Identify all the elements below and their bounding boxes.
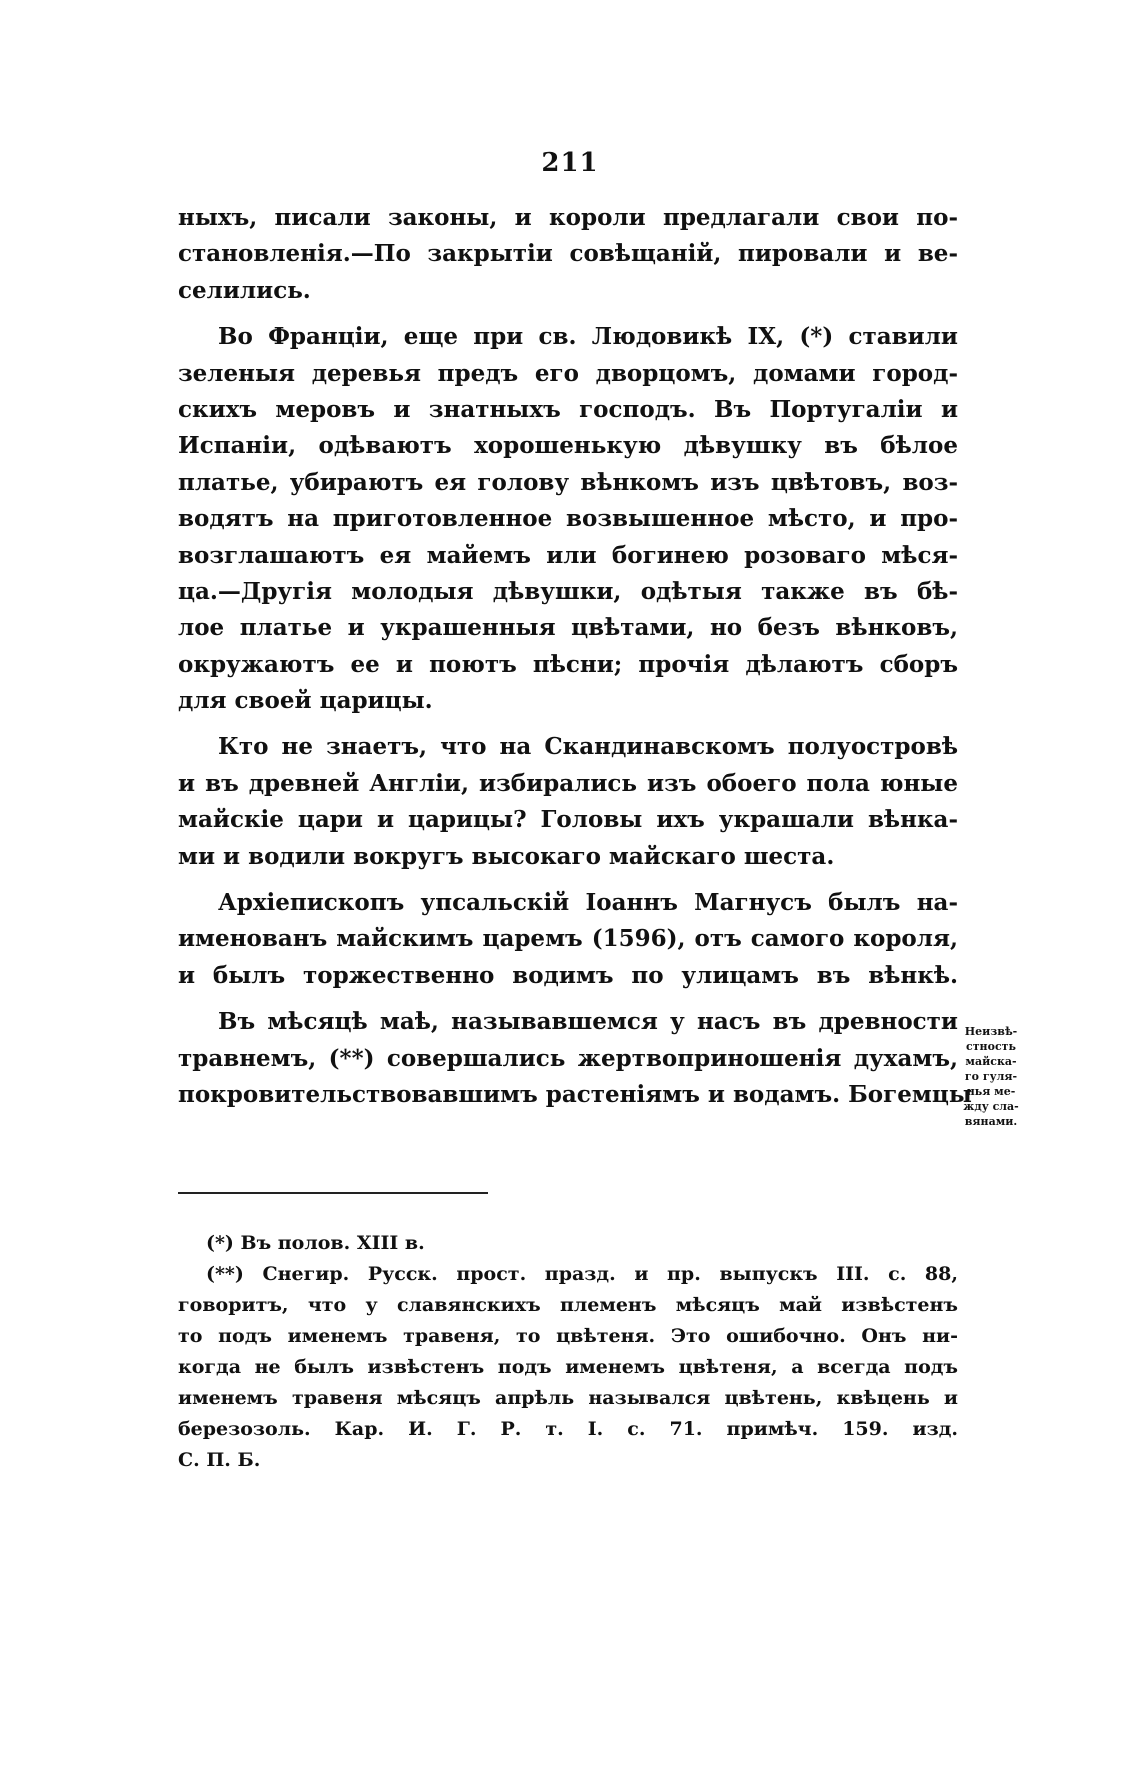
marginal-note-line: вянами. [964,1115,1018,1128]
text-line: майскіе цари и царицы? Головы ихъ украшали вѣнка- [178,806,958,834]
text-line: и былъ торжественно водимъ по улицамъ въ вѣнкѣ. [178,961,958,989]
text-line: Во Франціи, еще при св. Людовикѣ IX, (*) ставили [218,323,958,351]
marginal-note [958,1024,1024,1129]
text-line: Архіепископъ упсальскій Іоаннъ Магнусъ былъ на- [218,889,958,917]
page-number: 211 [541,148,599,178]
footnote-line: говоритъ, что у славянскихъ племенъ мѣсяцъ май извѣстенъ [178,1294,958,1316]
marginal-note-line: стность [966,1040,1016,1053]
marginal-note-line: нья ме- [966,1085,1016,1098]
footnote-divider [178,1192,488,1194]
text-line: скихъ меровъ и знатныхъ господъ. Въ Португаліи и [178,395,958,423]
paragraph-4 [178,885,958,994]
text-line: и въ древней Англіи, избирались изъ обоего пола юные [178,769,958,797]
footnote-line: (*) Въ полов. XIII в. [206,1232,425,1254]
text-line: платье, убираютъ ея голову вѣнкомъ изъ цвѣтовъ, воз- [178,468,958,496]
text-line: Испаніи, одѣваютъ хорошенькую дѣвушку въ бѣлое [178,432,958,460]
text-line: водятъ на приготовленное возвышенное мѣсто, и про- [178,505,958,533]
footnote-line: С. П. Б. [178,1449,261,1471]
footnote-line: (**) Снегир. Русск. прост. празд. и пр. выпускъ III. с. 88, [206,1263,958,1285]
text-line: ми и водили вокругъ высокаго майскаго шеста. [178,842,835,870]
footnote-line: березозоль. Кар. И. Г. Р. т. I. с. 71. примѣч. 159. изд. [178,1418,958,1440]
text-line: травнемъ, (**) совершались жертвоприношенія духамъ, [178,1044,958,1072]
marginal-note-line: Неизвѣ- [964,1025,1018,1038]
footnote-2 [178,1259,958,1476]
text-line: возглашаютъ ея майемъ или богинею розоваго мѣся- [178,541,958,569]
text-line: покровительствовавшимъ растеніямъ и водамъ. Богемцы [178,1080,972,1108]
marginal-note-line: го гуля- [964,1070,1018,1083]
footnote-1 [178,1228,958,1259]
paragraph-2 [178,319,958,719]
text-line: для своей царицы. [178,687,433,715]
text-line: именованъ майскимъ царемъ (1596), отъ самого короля, [178,925,958,953]
text-line: Въ мѣсяцѣ маѣ, называвшемся у насъ въ древности [218,1008,958,1036]
text-line: ныхъ, писали законы, и короли предлагали свои по- [178,204,958,231]
marginal-note-line: майска- [965,1055,1017,1068]
marginal-note-line: жду сла- [963,1100,1019,1113]
text-line: ца.—Другія молодыя дѣвушки, одѣтыя также въ бѣ- [178,577,958,605]
text-line: селились. [178,276,311,304]
paragraph-1 [178,200,958,309]
text-line: окружаютъ ее и поютъ пѣсни; прочія дѣлаютъ сборъ [178,650,958,678]
footnote-line: когда не былъ извѣстенъ подъ именемъ цвѣтеня, а всегда подъ [178,1356,958,1378]
paragraph-5 [178,1004,972,1113]
text-line: Кто не знаетъ, что на Скандинавскомъ полуостровѣ [218,733,958,761]
text-line: становленія.—По закрытіи совѣщаній, пировали и ве- [178,240,958,268]
footnote-line: то подъ именемъ травеня, то цвѣтеня. Это ошибочно. Онъ ни- [178,1325,958,1347]
main-text [178,200,972,1123]
footnote-line: именемъ травеня мѣсяцъ апрѣль назывался цвѣтень, квѣцень и [178,1387,958,1409]
paragraph-3 [178,729,958,875]
text-line: лое платье и украшенныя цвѣтами, но безъ вѣнковъ, [178,614,958,642]
footnotes [178,1228,958,1476]
text-line: зеленыя деревья предъ его дворцомъ, домами город- [178,359,958,387]
